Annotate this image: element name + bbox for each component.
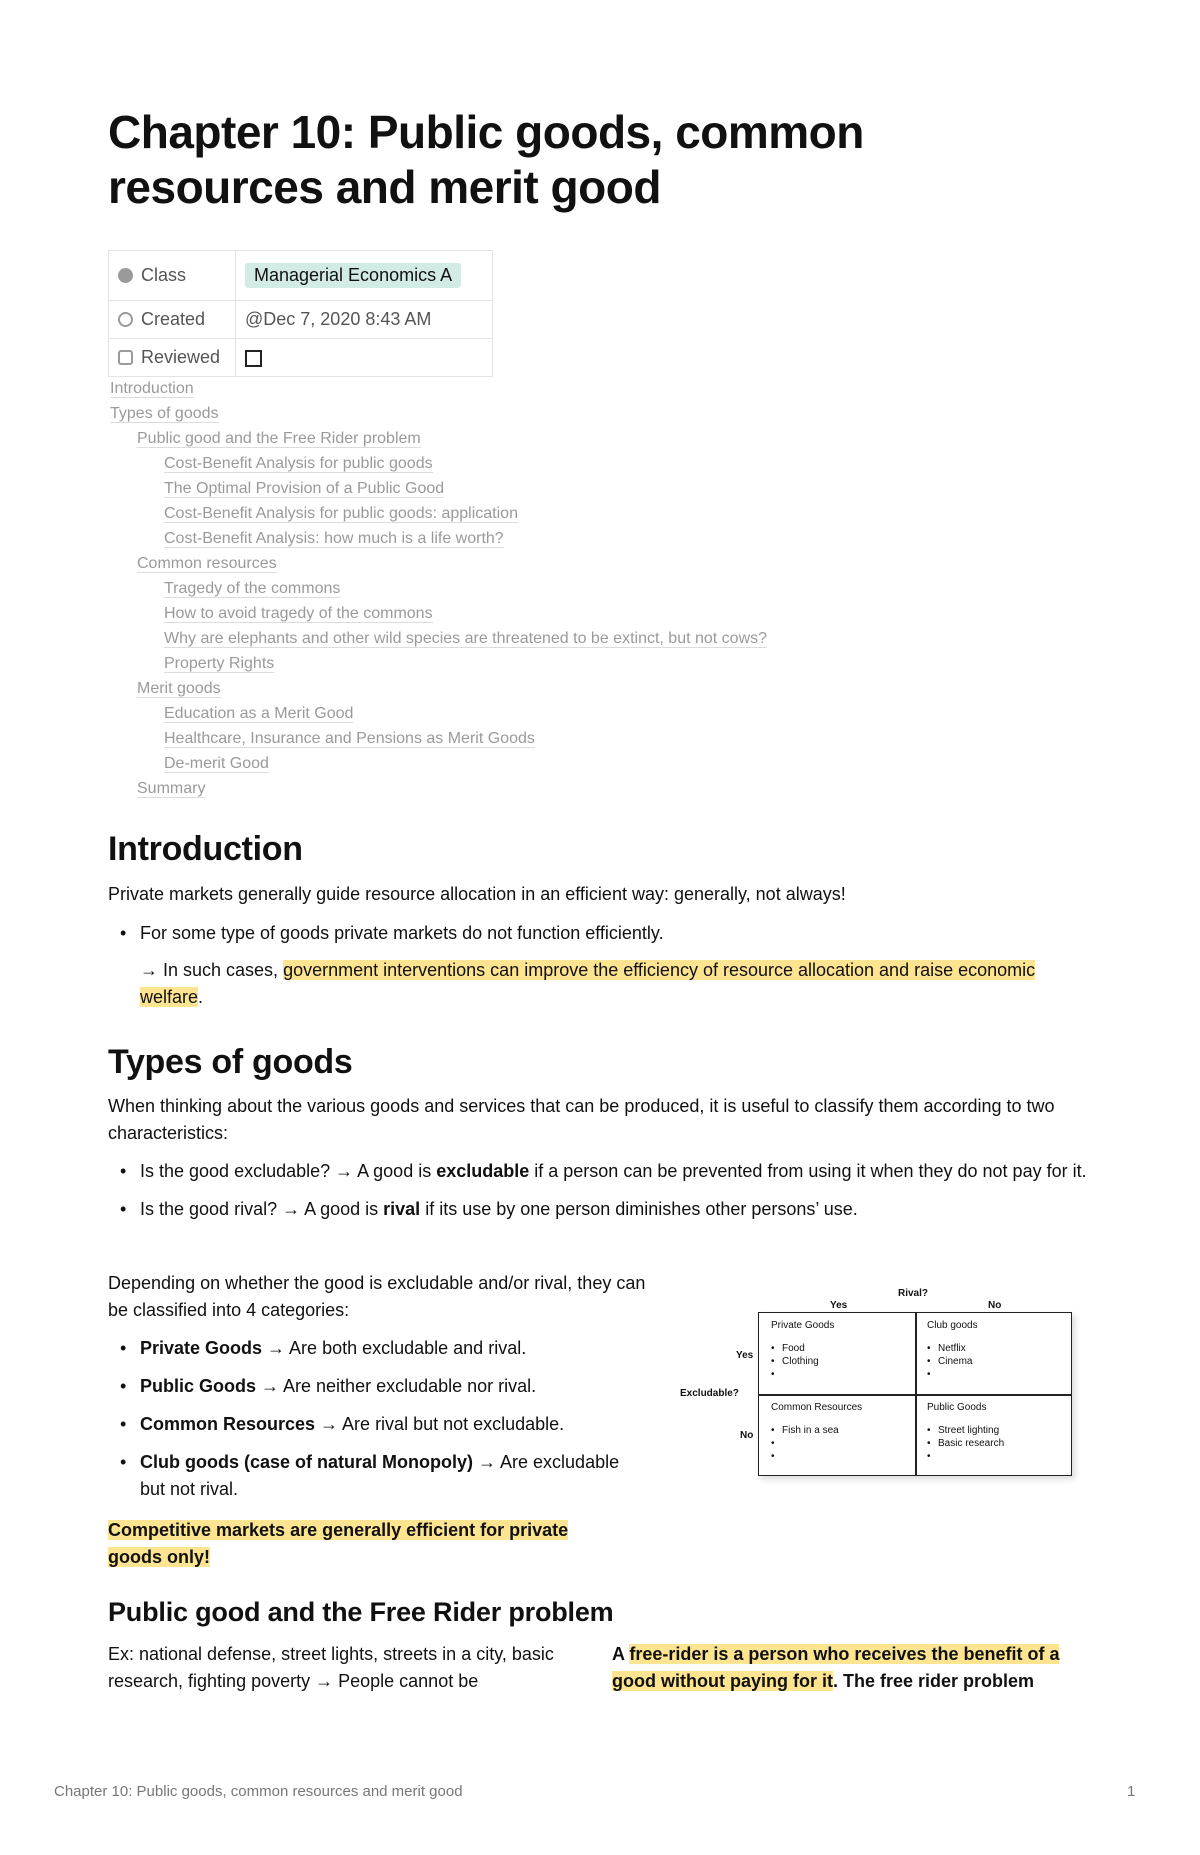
classification-grid bbox=[758, 1312, 1072, 1476]
yes-side-label: Yes bbox=[736, 1350, 754, 1361]
intro-paragraph: Private markets generally guide resource allocation in an efficient way: generally, not always! bbox=[108, 884, 846, 904]
toc-item[interactable]: De-merit Good bbox=[164, 755, 269, 772]
free-rider-heading: Public good and the Free Rider problem bbox=[108, 1597, 614, 1627]
characteristics-list bbox=[108, 1158, 1088, 1234]
page-number: 1 bbox=[1127, 1783, 1136, 1800]
list-item: • For some type of goods private markets do not function efficiently. bbox=[108, 920, 1048, 947]
checkbox-property-icon bbox=[118, 350, 133, 365]
highlight: Competitive markets are generally efficient for private goods only! bbox=[108, 1520, 569, 1567]
yes-top-label: Yes bbox=[830, 1300, 848, 1311]
depending-paragraph: Depending on whether the good is excludable and/or rival, they can be classified into 4 categories: bbox=[108, 1273, 646, 1320]
clock-icon bbox=[118, 312, 133, 327]
toc-item[interactable]: Education as a Merit Good bbox=[164, 705, 354, 722]
free-rider-definition: A free-rider is a person who receives the benefit of a good without paying for it. The free rider problem bbox=[612, 1644, 1060, 1691]
created-property-value[interactable]: @Dec 7, 2020 8:43 AM bbox=[236, 301, 493, 339]
no-side-label: No bbox=[740, 1430, 754, 1441]
public-goods-cell: Public Goods • Street lighting • Basic research • bbox=[927, 1401, 1077, 1463]
private-goods-cell: Private Goods • Food • Clothing • bbox=[771, 1319, 921, 1381]
reviewed-checkbox[interactable] bbox=[245, 350, 262, 367]
class-tag[interactable]: Managerial Economics A bbox=[245, 263, 461, 288]
select-icon bbox=[118, 268, 133, 283]
reviewed-property-value[interactable] bbox=[236, 339, 493, 377]
footer-title: Chapter 10: Public goods, common resources and merit good bbox=[54, 1783, 463, 1800]
toc-item[interactable]: The Optimal Provision of a Public Good bbox=[164, 480, 445, 497]
toc-item[interactable]: Cost-Benefit Analysis for public goods bbox=[164, 455, 433, 472]
toc-item[interactable]: Healthcare, Insurance and Pensions as Merit Goods bbox=[164, 730, 535, 747]
class-property-label: Class bbox=[109, 251, 236, 301]
list-item: • Public Goods → Are neither excludable nor rival. bbox=[108, 1373, 648, 1400]
toc-item[interactable]: Cost-Benefit Analysis for public goods: application bbox=[164, 505, 518, 522]
goods-classification-figure bbox=[676, 1288, 1086, 1488]
types-of-goods-heading: Types of goods bbox=[108, 1043, 353, 1081]
toc-item[interactable]: Types of goods bbox=[110, 405, 219, 422]
class-property-value[interactable] bbox=[236, 251, 493, 301]
intro-bullets bbox=[108, 920, 1048, 958]
list-item: • Common Resources → Are rival but not excludable. bbox=[108, 1411, 648, 1438]
toc-item[interactable]: Introduction bbox=[110, 380, 194, 397]
no-top-label: No bbox=[988, 1300, 1002, 1311]
highlight: free-rider is a person who receives the benefit of a good without paying for it bbox=[612, 1644, 1060, 1691]
list-item: • Club goods (case of natural Monopoly) → Are excludable but not rival. bbox=[108, 1449, 648, 1503]
toc-item[interactable]: Common resources bbox=[137, 555, 277, 572]
list-item: • Is the good rival? → A good is rival if its use by one person diminishes other persons’ use. bbox=[108, 1196, 1088, 1223]
list-item: • Private Goods → Are both excludable and rival. bbox=[108, 1335, 648, 1362]
introduction-heading: Introduction bbox=[108, 830, 303, 868]
toc-item[interactable]: Why are elephants and other wild species are threatened to be extinct, but not cows? bbox=[164, 630, 768, 647]
toc-item[interactable]: Summary bbox=[137, 780, 206, 797]
toc-item[interactable]: How to avoid tragedy of the commons bbox=[164, 605, 433, 622]
table-of-contents bbox=[110, 376, 767, 801]
categories-list bbox=[108, 1335, 648, 1514]
toc-item[interactable]: Merit goods bbox=[137, 680, 221, 697]
intro-arrow-text: → In such cases, government interventions can improve the efficiency of resource allocation and raise economic welfare. bbox=[140, 960, 1036, 1007]
common-resources-cell: Common Resources • Fish in a sea • • bbox=[771, 1401, 921, 1463]
toc-item[interactable]: Cost-Benefit Analysis: how much is a life worth? bbox=[164, 530, 504, 547]
page-title: Chapter 10: Public goods, common resources and merit good bbox=[108, 106, 864, 213]
club-goods-cell: Club goods • Netflix • Cinema • bbox=[927, 1319, 1077, 1381]
toc-item[interactable]: Tragedy of the commons bbox=[164, 580, 341, 597]
excludable-label: Excludable? bbox=[680, 1388, 739, 1399]
rival-label: Rival? bbox=[898, 1288, 929, 1299]
types-paragraph: When thinking about the various goods and services that can be produced, it is useful to classify them according to two characteristics: bbox=[108, 1096, 1055, 1143]
toc-item[interactable]: Property Rights bbox=[164, 655, 275, 672]
competitive-note bbox=[108, 1517, 608, 1571]
free-rider-left-text: Ex: national defense, street lights, streets in a city, basic research, fighting poverty → People cannot be bbox=[108, 1644, 554, 1691]
highlight: government interventions can improve the efficiency of resource allocation and raise economic welfare bbox=[140, 960, 1036, 1007]
toc-item[interactable]: Public good and the Free Rider problem bbox=[137, 430, 421, 447]
reviewed-property-label: Reviewed bbox=[109, 339, 236, 377]
properties-table bbox=[108, 250, 493, 377]
created-property-label: Created bbox=[109, 301, 236, 339]
list-item: • Is the good excludable? → A good is excludable if a person can be prevented from using it when they do not pay for it. bbox=[108, 1158, 1088, 1185]
grid-divider bbox=[759, 1394, 1071, 1396]
